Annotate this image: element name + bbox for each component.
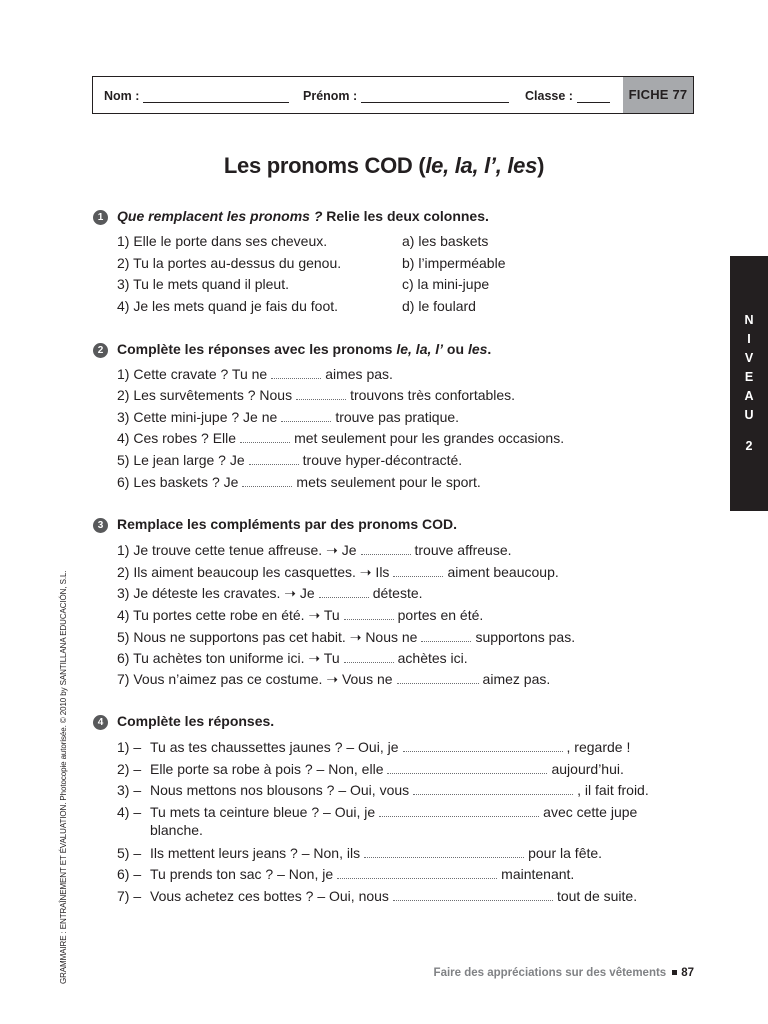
answer-blank[interactable] <box>271 367 321 379</box>
exercise-1-title-italic: Que remplacent les pronoms ? <box>117 208 323 224</box>
answer-blank[interactable] <box>319 586 369 598</box>
exercise-line <box>117 564 559 581</box>
title-close: ) <box>537 153 545 178</box>
exercise-line <box>117 430 564 446</box>
title-pronouns: le, la, l’, les <box>425 153 538 178</box>
match-right-item: a) les baskets <box>402 233 489 249</box>
dialogue-number: 3) – <box>117 782 142 798</box>
exercise-line <box>117 366 393 382</box>
niveau-letter: U <box>744 408 754 422</box>
answer-blank[interactable] <box>242 475 292 487</box>
niveau-letter: I <box>747 332 751 346</box>
answer-blank[interactable] <box>337 867 497 879</box>
ex2-title-b: le, la, l’ <box>396 341 444 357</box>
match-right-item: b) l’imperméable <box>402 255 506 271</box>
line-text: , il fait froid. <box>577 782 649 798</box>
answer-blank[interactable] <box>403 740 563 752</box>
line-text: aimes pas. <box>325 366 393 382</box>
line-text: pour la fête. <box>528 845 603 861</box>
answer-blank[interactable] <box>240 431 290 443</box>
page-number: 87 <box>681 967 694 979</box>
exercise-2-title <box>117 341 491 357</box>
line-text: Tu as tes chaussettes jaunes ? – Oui, je <box>150 739 399 755</box>
prenom-field <box>303 89 509 103</box>
answer-blank[interactable] <box>393 889 553 901</box>
exercise-line <box>117 542 512 559</box>
answer-blank[interactable] <box>413 783 573 795</box>
dialogue-number: 5) – <box>117 845 142 861</box>
line-continuation: blanche. <box>150 822 203 838</box>
answer-blank[interactable] <box>249 453 299 465</box>
ex2-title-d: les <box>467 341 488 357</box>
exercise-line <box>117 585 423 602</box>
match-right-item: d) le foulard <box>402 298 476 314</box>
nom-label: Nom : <box>104 89 140 103</box>
line-text: 6) Tu achètes ton uniforme ici. ➝ Tu <box>117 650 340 666</box>
line-text: 6) Les baskets ? Je <box>117 474 239 490</box>
answer-blank[interactable] <box>296 388 346 400</box>
nom-field <box>104 89 289 103</box>
exercise-line <box>117 474 481 490</box>
answer-blank[interactable] <box>281 410 331 422</box>
line-text: Tu prends ton sac ? – Non, je <box>150 866 334 882</box>
line-text: supportons pas. <box>475 629 576 645</box>
exercise-line <box>150 782 649 798</box>
exercise-line <box>117 607 483 624</box>
line-text: aiment beaucoup. <box>447 564 559 580</box>
page-title <box>0 153 768 179</box>
classe-blank[interactable] <box>577 91 610 103</box>
classe-field <box>525 89 610 103</box>
exercise-line <box>117 650 468 667</box>
line-text: 4) Tu portes cette robe en été. ➝ Tu <box>117 607 340 623</box>
exercise-line <box>150 845 602 861</box>
match-left-item: 2) Tu la portes au-dessus du genou. <box>117 255 342 271</box>
exercise-line <box>150 866 574 882</box>
exercise-number: 4 <box>93 715 108 730</box>
niveau-letter: A <box>744 389 754 403</box>
prenom-label: Prénom : <box>303 89 358 103</box>
line-text: , regarde ! <box>566 739 631 755</box>
niveau-tab <box>730 256 768 511</box>
exercise-line <box>117 452 462 468</box>
nom-blank[interactable] <box>143 91 289 103</box>
dialogue-number: 6) – <box>117 866 142 882</box>
line-text: avec cette jupe <box>543 804 638 820</box>
title-main: Les pronoms COD ( <box>223 153 426 178</box>
exercise-line <box>117 409 459 425</box>
line-text: Ils mettent leurs jeans ? – Non, ils <box>150 845 361 861</box>
line-text: 2) Ils aiment beaucoup les casquettes. ➝ Ils <box>117 564 390 580</box>
answer-blank[interactable] <box>393 565 443 577</box>
line-text: Nous mettons nos blousons ? – Oui, vous <box>150 782 410 798</box>
exercise-line <box>117 629 575 646</box>
exercise-1-title-rest: Relie les deux colonnes. <box>322 208 489 224</box>
classe-label: Classe : <box>525 89 573 103</box>
line-text: met seulement pour les grandes occasions. <box>294 430 565 446</box>
line-text: tout de suite. <box>556 888 638 904</box>
dialogue-number: 2) – <box>117 761 142 777</box>
dialogue-number: 1) – <box>117 739 142 755</box>
line-text: trouve affreuse. <box>414 542 512 558</box>
exercise-line <box>150 804 637 820</box>
dialogue-number: 7) – <box>117 888 142 904</box>
answer-blank[interactable] <box>344 608 394 620</box>
line-text: portes en été. <box>397 607 484 623</box>
copyright-credit: GRAMMAIRE : ENTRAÎNEMENT ET ÉVALUATION. Photocopie autorisée. © 2010 by SANTILLANA EDUCACIÓN, S.L. <box>59 570 68 984</box>
exercise-line <box>150 761 624 777</box>
answer-blank[interactable] <box>421 630 471 642</box>
exercise-line <box>150 888 637 904</box>
line-text: 5) Le jean large ? Je <box>117 452 245 468</box>
answer-blank[interactable] <box>387 762 547 774</box>
line-text: 5) Nous ne supportons pas cet habit. ➝ Nous ne <box>117 629 418 645</box>
match-left-item: 3) Tu le mets quand il pleut. <box>117 276 289 292</box>
ex2-title-a: Complète les réponses avec les pronoms <box>117 341 397 357</box>
line-text: 1) Cette cravate ? Tu ne <box>117 366 268 382</box>
niveau-number: 2 <box>745 439 753 453</box>
niveau-letter: V <box>744 351 754 365</box>
answer-blank[interactable] <box>364 846 524 858</box>
exercise-3-title: Remplace les compléments par des pronoms COD. <box>117 516 457 532</box>
line-text: aimez pas. <box>482 671 551 687</box>
ex2-title-c: ou <box>443 341 468 357</box>
footer-text: Faire des appréciations sur des vêtements <box>433 967 667 979</box>
prenom-blank[interactable] <box>361 91 509 103</box>
ex2-title-e: . <box>487 341 492 357</box>
line-text: 3) Je déteste les cravates. ➝ Je <box>117 585 315 601</box>
niveau-letter: N <box>744 313 754 327</box>
match-right-item: c) la mini-jupe <box>402 276 490 292</box>
line-text: 1) Je trouve cette tenue affreuse. ➝ Je <box>117 542 357 558</box>
line-text: trouvons très confortables. <box>350 387 516 403</box>
answer-blank[interactable] <box>361 543 411 555</box>
answer-blank[interactable] <box>379 805 539 817</box>
line-text: 4) Ces robes ? Elle <box>117 430 237 446</box>
line-text: 3) Cette mini-jupe ? Je ne <box>117 409 278 425</box>
line-text: déteste. <box>372 585 423 601</box>
exercise-line <box>117 387 515 403</box>
line-text: achètes ici. <box>397 650 468 666</box>
niveau-letter: E <box>744 370 754 384</box>
answer-blank[interactable] <box>344 651 394 663</box>
dialogue-number: 4) – <box>117 804 142 820</box>
line-text: trouve pas pratique. <box>335 409 460 425</box>
match-left-item: 1) Elle le porte dans ses cheveux. <box>117 233 328 249</box>
line-text: Vous achetez ces bottes ? – Oui, nous <box>150 888 389 904</box>
line-text: mets seulement pour le sport. <box>296 474 481 490</box>
student-info-header <box>92 76 694 114</box>
match-left-item: 4) Je les mets quand je fais du foot. <box>117 298 339 314</box>
fiche-badge: FICHE 77 <box>623 77 693 113</box>
exercise-number: 3 <box>93 518 108 533</box>
line-text: 7) Vous n’aimez pas ce costume. ➝ Vous ne <box>117 671 393 687</box>
exercise-4-title: Complète les réponses. <box>117 713 275 729</box>
exercise-number: 2 <box>93 343 108 358</box>
answer-blank[interactable] <box>397 672 479 684</box>
exercise-line <box>117 671 550 688</box>
line-text: Elle porte sa robe à pois ? – Non, elle <box>150 761 384 777</box>
line-text: Tu mets ta ceinture bleue ? – Oui, je <box>150 804 376 820</box>
square-bullet-icon <box>672 970 677 975</box>
line-text: aujourd’hui. <box>551 761 624 777</box>
page-footer <box>434 967 694 979</box>
line-text: maintenant. <box>501 866 575 882</box>
line-text: 2) Les survêtements ? Nous <box>117 387 293 403</box>
exercise-line <box>150 739 630 755</box>
exercise-1-title <box>117 208 489 224</box>
line-text: trouve hyper-décontracté. <box>302 452 463 468</box>
exercise-number: 1 <box>93 210 108 225</box>
